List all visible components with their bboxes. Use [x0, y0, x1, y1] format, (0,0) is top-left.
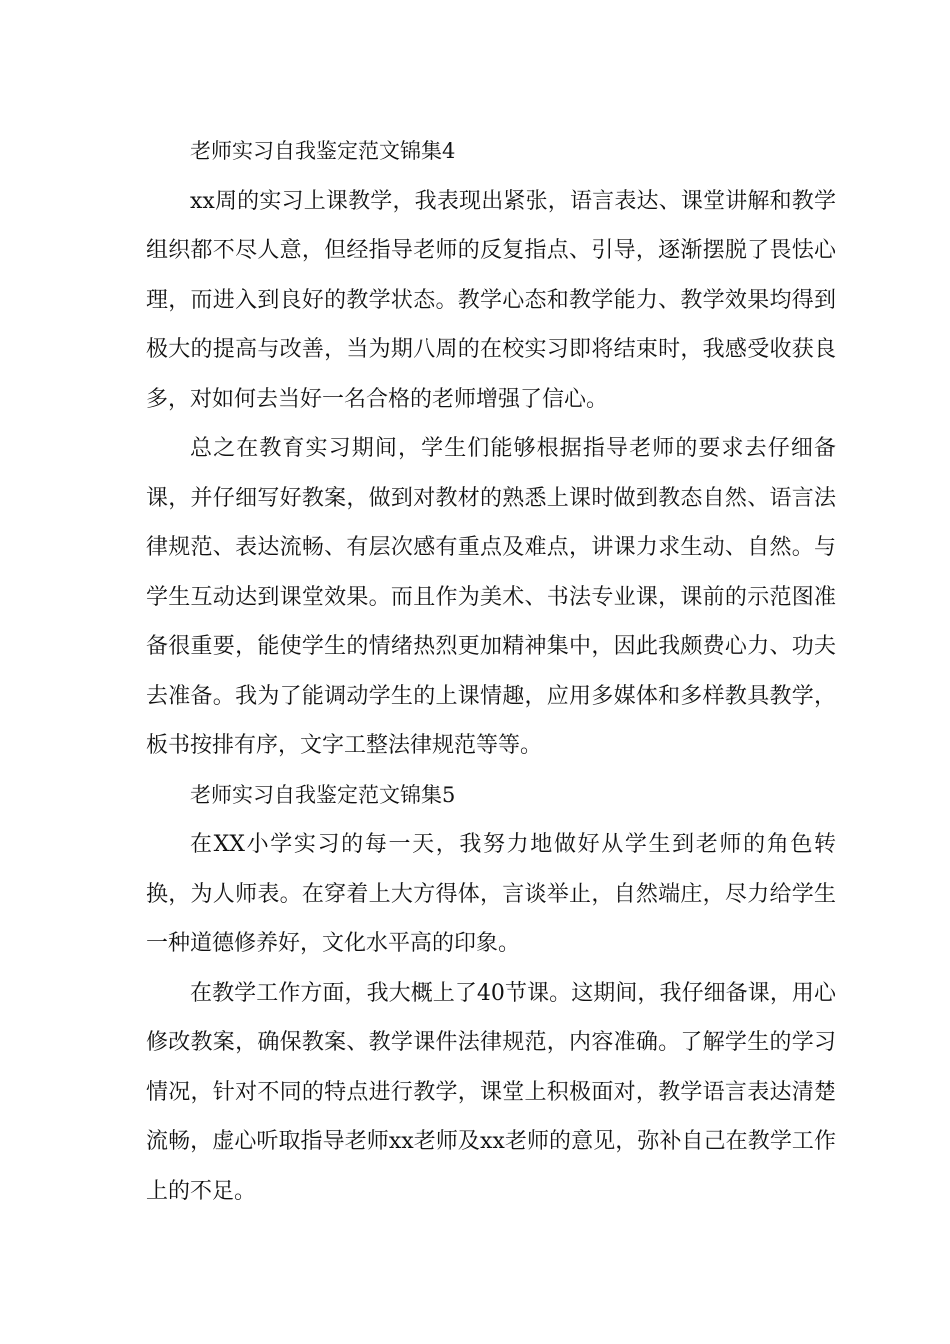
paragraph-4-2: 总之在教育实习期间，学生们能够根据指导老师的要求去仔细备课，并仔细写好教案，做到对教材的熟悉上课时做到教态自然、语言法律规范、表达流畅、有层次感有重点及难点，讲课力求生动、自然。与学生互动达到课堂效果。而且作为美术、书法专业课，课前的示范图准备很重要，能使学生的情绪热烈更加精神集中，因此我颇费心力、功夫去准备。我为了能调动学生的上课情趣，应用多媒体和多样教具教学，板书按排有序，文字工整法律规范等等。	[146, 436, 836, 758]
paragraph-5-1: 在XX小学实习的每一天，我努力地做好从学生到老师的角色转换，为人师表。在穿着上大方得体，言谈举止，自然端庄，尽力给学生一种道德修养好，文化水平高的印象。	[146, 832, 836, 956]
section-heading-5: 老师实习自我鉴定范文锦集5	[190, 782, 456, 807]
section-heading-4: 老师实习自我鉴定范文锦集4	[190, 139, 456, 163]
document-body	[146, 127, 836, 1216]
paragraph-5-2: 在教学工作方面，我大概上了40节课。这期间，我仔细备课，用心修改教案，确保教案、教学课件法律规范，内容准确。了解学生的学习情况，针对不同的特点进行教学，课堂上积极面对，教学语言表达清楚流畅，虚心听取指导老师xx老师及xx老师的意见，弥补自己在教学工作上的不足。	[146, 980, 836, 1204]
paragraph-4-1: xx周的实习上课教学，我表现出紧张，语言表达、课堂讲解和教学组织都不尽人意，但经指导老师的反复指点、引导，逐渐摆脱了畏怯心理，而进入到良好的教学状态。教学心态和教学能力、教学效果均得到极大的提高与改善，当为期八周的在校实习即将结束时，我感受收获良多，对如何去当好一名合格的老师增强了信心。	[146, 188, 836, 412]
